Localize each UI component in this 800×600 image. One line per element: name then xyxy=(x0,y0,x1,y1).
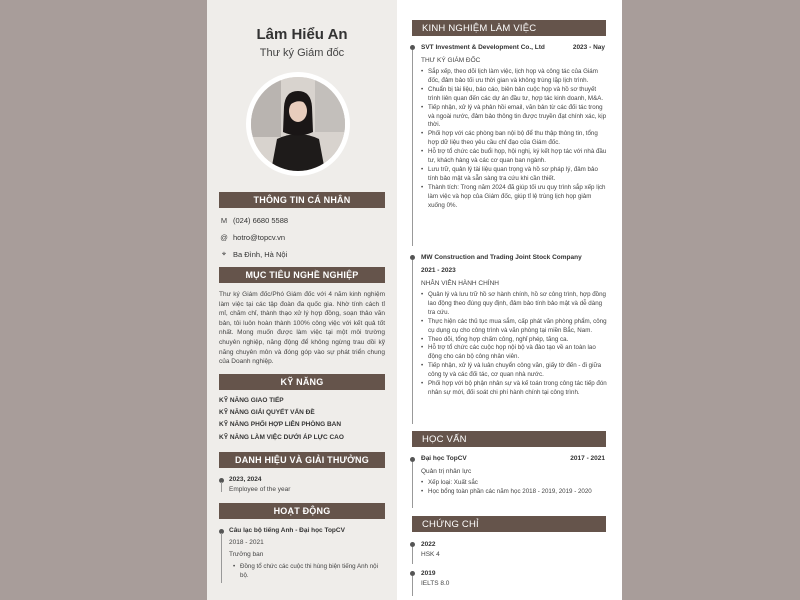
job-period: 2023 - Nay xyxy=(572,44,605,51)
job-company: SVT Investment & Development Co., Ltd xyxy=(421,44,545,51)
timeline-line xyxy=(412,50,413,246)
job-position: NHÂN VIÊN HÀNH CHÍNH xyxy=(421,280,500,287)
address: Ba Đình, Hà Nội xyxy=(233,249,288,259)
list-item: • Theo dõi, tổng hợp chấm công, nghỉ phép, tăng ca. xyxy=(421,336,608,345)
left-column xyxy=(207,0,397,600)
education-bullets xyxy=(421,479,608,497)
email-icon: @ xyxy=(220,233,228,242)
list-item: • Hỗ trợ tổ chức các cuộc họp nội bộ và đào tạo về an toàn lao động cho cán bộ công nhân viên. xyxy=(421,344,608,362)
job-bullets xyxy=(421,68,608,211)
activity-role: Trưởng ban xyxy=(229,551,264,558)
phone-number: (024) 6680 5588 xyxy=(233,216,289,225)
timeline-line xyxy=(412,547,413,564)
education-major: Quản trị nhân lực xyxy=(421,468,472,475)
activity-bullets xyxy=(233,563,385,581)
skill-item: KỸ NĂNG PHỐI HỢP LIÊN PHÒNG BAN xyxy=(219,421,342,428)
job-position: THƯ KÝ GIÁM ĐỐC xyxy=(421,57,481,64)
right-column xyxy=(397,0,622,600)
section-header-education: HỌC VẤN xyxy=(412,431,606,447)
list-item: • Thành tích: Trong năm 2024 đã giúp tối ưu quy trình sắp xếp lịch làm việc và họp của Giám đốc, giúp tỉ lệ trùng lịch họp giảm xuống 0%. xyxy=(421,184,608,211)
timeline-line xyxy=(412,462,413,508)
list-item: • Phối hợp với bộ phận nhân sự và kế toán trong công tác tiếp đón nhân sự mới, đối soát chi phí hành chính tại công trình. xyxy=(421,380,608,398)
certificate-year: 2022 xyxy=(421,541,436,548)
location-pin-icon: ⌖ xyxy=(221,249,227,258)
candidate-name: Lâm Hiểu An xyxy=(256,26,348,43)
list-item: • Đồng tổ chức các cuộc thi hùng biện tiếng Anh nội bộ. xyxy=(233,563,385,581)
skill-item: KỸ NĂNG GIAO TIẾP xyxy=(219,397,284,404)
certificate-name: IELTS 8.0 xyxy=(421,580,450,587)
objective-text: Thư ký Giám đốc/Phó Giám đốc với 4 năm kinh nghiệm làm việc tại các tập đoàn đa quốc gia. Nhờ tính cách tỉ mỉ, chăm chỉ, thành thạo xử lý hợp đồng, soạn thảo văn bản, tôi luôn hoàn thành 100% công việc với kết quả tốt nhất. Mong muốn được làm việc tại một môi trường chuyên nghiệp, năng động để không ngừng trau dồi kỹ năng chuyên môn và đóng góp vào sự phát triển chung của Doanh nghiệp. xyxy=(219,291,385,366)
resume-page xyxy=(207,0,622,600)
section-header-certificates: CHỨNG CHỈ xyxy=(412,516,606,532)
list-item: • Quản lý và lưu trữ hồ sơ hành chính, hồ sơ công trình, hợp đồng lao động theo đúng quy định, đảm bảo tính bảo mật và dễ dàng tra cứu. xyxy=(421,291,608,318)
job-company: MW Construction and Trading Joint Stock Company xyxy=(421,254,582,261)
job-period: 2021 - 2023 xyxy=(421,267,456,274)
list-item: • Sắp xếp, theo dõi lịch làm việc, lịch họp và công tác của Giám đốc, đảm bảo tối ưu thời gian và không trùng lặp lịch trình. xyxy=(421,68,608,86)
activity-period: 2018 - 2021 xyxy=(229,539,264,546)
award-year: 2023, 2024 xyxy=(229,476,262,483)
job-bullets xyxy=(421,291,608,398)
profile-photo xyxy=(246,72,350,176)
list-item: • Học bổng toàn phần các năm học 2018 - 2019, 2019 - 2020 xyxy=(421,488,608,497)
activity-org: Câu lạc bộ tiếng Anh - Đại học TopCV xyxy=(229,527,345,534)
section-header-awards: DANH HIỆU VÀ GIẢI THƯỞNG xyxy=(219,452,385,468)
award-name: Employee of the year xyxy=(229,486,291,493)
section-header-skills: KỸ NĂNG xyxy=(219,374,385,390)
section-header-objective: MỤC TIÊU NGHỀ NGHIỆP xyxy=(219,267,385,283)
list-item: • Hỗ trợ tổ chức các buổi họp, hội nghị, ký kết hợp tác với nhà đầu tư, khách hàng và các cơ quan ban ngành. xyxy=(421,148,608,166)
section-header-personal-info: THÔNG TIN CÁ NHÂN xyxy=(219,192,385,208)
list-item: • Thực hiện các thủ tục mua sắm, cấp phát văn phòng phẩm, công cụ dụng cụ cho công trình và văn phòng tại miền Bắc, Nam. xyxy=(421,318,608,336)
list-item: • Chuẩn bị tài liệu, báo cáo, biên bản cuộc họp và hồ sơ thuyết trình liên quan đến các dự án đầu tư, hợp tác kinh doanh, M&A. xyxy=(421,86,608,104)
section-header-activities: HOẠT ĐỘNG xyxy=(219,503,385,519)
list-item: • Xếp loại: Xuất sắc xyxy=(421,479,608,488)
list-item: • Phối hợp với các phòng ban nội bộ để thu thập thông tin, tổng hợp dữ liệu theo yêu cầu chỉ đạo của Giám đốc. xyxy=(421,130,608,148)
phone-icon: M xyxy=(220,216,228,225)
education-school: Đại học TopCV xyxy=(421,455,467,462)
certificate-year: 2019 xyxy=(421,570,436,577)
list-item: • Tiếp nhận, xử lý và luân chuyển công văn, giấy tờ đến - đi giữa công ty và các đối tác, cơ quan nhà nước. xyxy=(421,362,608,380)
timeline-line xyxy=(412,260,413,424)
phone-row xyxy=(219,216,288,225)
skill-item: KỸ NĂNG LÀM VIỆC DƯỚI ÁP LỰC CAO xyxy=(219,434,344,441)
skill-item: KỸ NĂNG GIẢI QUYẾT VẤN ĐỀ xyxy=(219,409,315,416)
certificate-name: HSK 4 xyxy=(421,551,440,558)
list-item: • Lưu trữ, quản lý tài liệu quan trọng và hồ sơ pháp lý, đảm bảo tính bảo mật và sẵn sàng tra cứu khi cần thiết. xyxy=(421,166,608,184)
list-item: • Tiếp nhận, xử lý và phản hồi email, văn bản từ các đối tác trong và ngoài nước, đảm bảo thông tin được truyền đạt chính xác, kịp thời. xyxy=(421,104,608,131)
timeline-line xyxy=(221,482,222,492)
candidate-title: Thư ký Giám đốc xyxy=(259,47,345,59)
timeline-line xyxy=(221,533,222,583)
section-header-experience: KINH NGHIỆM LÀM VIỆC xyxy=(412,20,606,36)
email-address: hotro@topcv.vn xyxy=(233,233,286,242)
education-period: 2017 - 2021 xyxy=(570,455,605,462)
timeline-line xyxy=(412,576,413,596)
address-row xyxy=(219,249,287,259)
email-row xyxy=(219,233,285,242)
